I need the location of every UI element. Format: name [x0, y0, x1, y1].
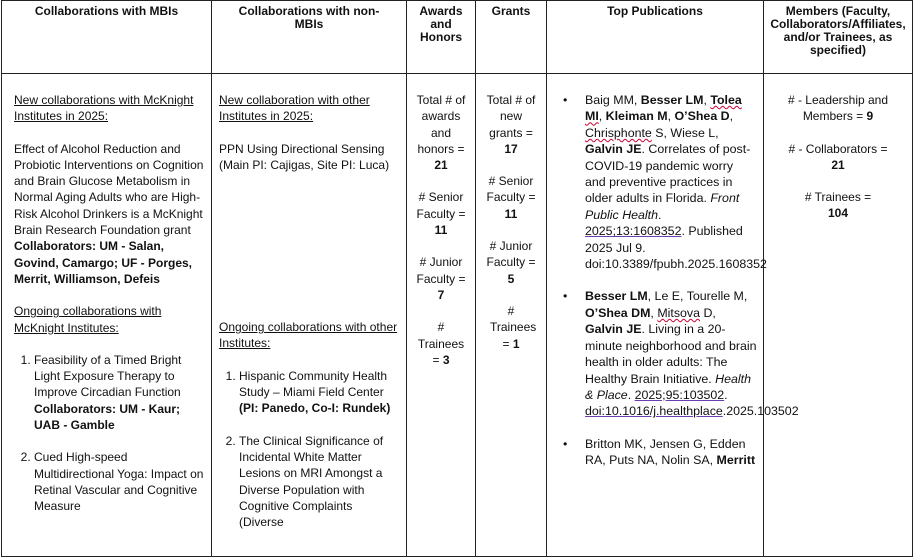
- grants-junior: # Junior Faculty = 5: [486, 239, 536, 286]
- grants-total: Total # of new grants = 17: [486, 93, 536, 156]
- header-mbi: Collaborations with MBIs: [2, 1, 212, 74]
- list-item: [34, 352, 205, 433]
- non-mbi-ongoing-list: [219, 368, 400, 531]
- mbi-new-collaborators: Collaborators: UM - Salan, Govind, Camargo; UF - Porges, Merrit, Williamson, Defeis: [14, 239, 193, 286]
- members-leadership: # - Leadership and Members = 9: [787, 93, 889, 124]
- mbi-cell: [2, 74, 212, 557]
- list-item: [239, 433, 400, 531]
- bullet-icon: •: [563, 93, 568, 107]
- grants-trainees: # Trainees = 1: [490, 303, 537, 351]
- header-non-mbi: Collaborations with non-MBIs: [212, 1, 407, 74]
- header-grants: Grants: [476, 1, 547, 74]
- grants-senior: # Senior Faculty = 11: [486, 174, 536, 221]
- mbi-ongoing-1-title: Feasibility of a Timed Bright Light Exposure Therapy to Improve Circadian Function: [34, 352, 182, 400]
- non-mbi-ongoing-1-title: Hispanic Community Health Study – Miami Field Center: [239, 368, 388, 400]
- non-mbi-ongoing-1-pi: (PI: Panedo, Co-I: Rundek): [239, 401, 391, 416]
- non-mbi-new-project: PPN Using Directional Sensing (Main PI: Cajigas, Site PI: Luca): [219, 141, 390, 172]
- non-mbi-ongoing-2-title: The Clinical Significance of Incidental White Matter Lesions on MRI Amongst a Diverse Population with Cognitive Complaints (Diverse: [239, 433, 384, 530]
- mbi-ongoing-heading: Ongoing collaborations with McKnight Institutes:: [14, 304, 162, 335]
- grants-cell: [476, 74, 547, 557]
- citation-link[interactable]: 2025;13:1608352: [585, 224, 682, 239]
- mbi-ongoing-list: [14, 352, 205, 515]
- header-publications: Top Publications: [547, 1, 764, 74]
- publication-item: • Baig MM, Besser LM, Tolea MI, Kleiman M, O’Shea D, Chrisphonte S, Wiese L, Galvin JE. Correlates of post-COVID-19 pandemic worry and preventive practices in older adults in Florida. Front Public Health. 2025;13:1608352. Published 2025 Jul 9. doi:10.3389/fpubh.2025.1608352: [563, 93, 767, 272]
- publication-item: • Britton MK, Jensen G, Edden RA, Puts NA, Nolin SA, Merritt: [563, 436, 756, 468]
- mbi-new-heading: New collaborations with McKnight Institutes in 2025:: [14, 93, 194, 124]
- header-awards: Awards and Honors: [407, 1, 476, 74]
- publication-list: [559, 92, 799, 469]
- members-cell: [764, 74, 913, 557]
- mbi-new-project: Effect of Alcohol Reduction and Probiotic Interventions on Cognition and Brain Glucose Metabolism in Normal Aging Adults who are High-Risk Alcohol Drinkers is a McKnight Brain Research Foundation grant: [14, 141, 204, 238]
- doi-link[interactable]: doi:10.1016/j.healthplace: [585, 404, 723, 419]
- citation-link[interactable]: 2025;95:103502: [634, 387, 725, 402]
- bullet-icon: •: [563, 436, 568, 451]
- publications-cell: [547, 74, 799, 557]
- mbi-ongoing-1-collaborators: Collaborators: UM - Kaur; UAB - Gamble: [34, 401, 181, 433]
- content-row: [2, 74, 913, 557]
- awards-senior: # Senior Faculty = 11: [416, 190, 466, 238]
- mbi-ongoing-2-title: Cued High-speed Multidirectional Yoga: Impact on Retinal Vascular and Cognitive Measure: [34, 450, 204, 514]
- non-mbi-ongoing-heading: Ongoing collaborations with other Institutes:: [219, 320, 398, 351]
- members-trainees: # Trainees = 104: [804, 190, 872, 221]
- header-members: Members (Faculty, Collaborators/Affiliates, and/or Trainees, as specified): [764, 1, 913, 74]
- awards-trainees: # Trainees = 3: [417, 320, 465, 367]
- awards-junior: # Junior Faculty = 7: [416, 255, 466, 302]
- list-item: [34, 449, 205, 514]
- awards-total: Total # of awards and honors = 21: [416, 93, 466, 173]
- non-mbi-cell: [212, 74, 407, 557]
- bullet-icon: •: [563, 289, 568, 304]
- members-collaborators: # - Collaborators = 21: [788, 141, 888, 172]
- publication-item: • Besser LM, Le E, Tourelle M, O’Shea DM, Mitsova D, Galvin JE. Living in a 20-minute neighborhood and brain health in older adults: The Healthy Brain Initiative. Health & Place. 2025;95:103502. doi:10.1016/j.healthplace.2025.103502: [563, 289, 799, 419]
- awards-cell: [407, 74, 476, 557]
- collaboration-summary-table: [1, 0, 913, 557]
- list-item: [239, 368, 400, 417]
- header-row: [2, 1, 913, 74]
- non-mbi-new-heading: New collaboration with other Institutes in 2025:: [219, 93, 370, 124]
